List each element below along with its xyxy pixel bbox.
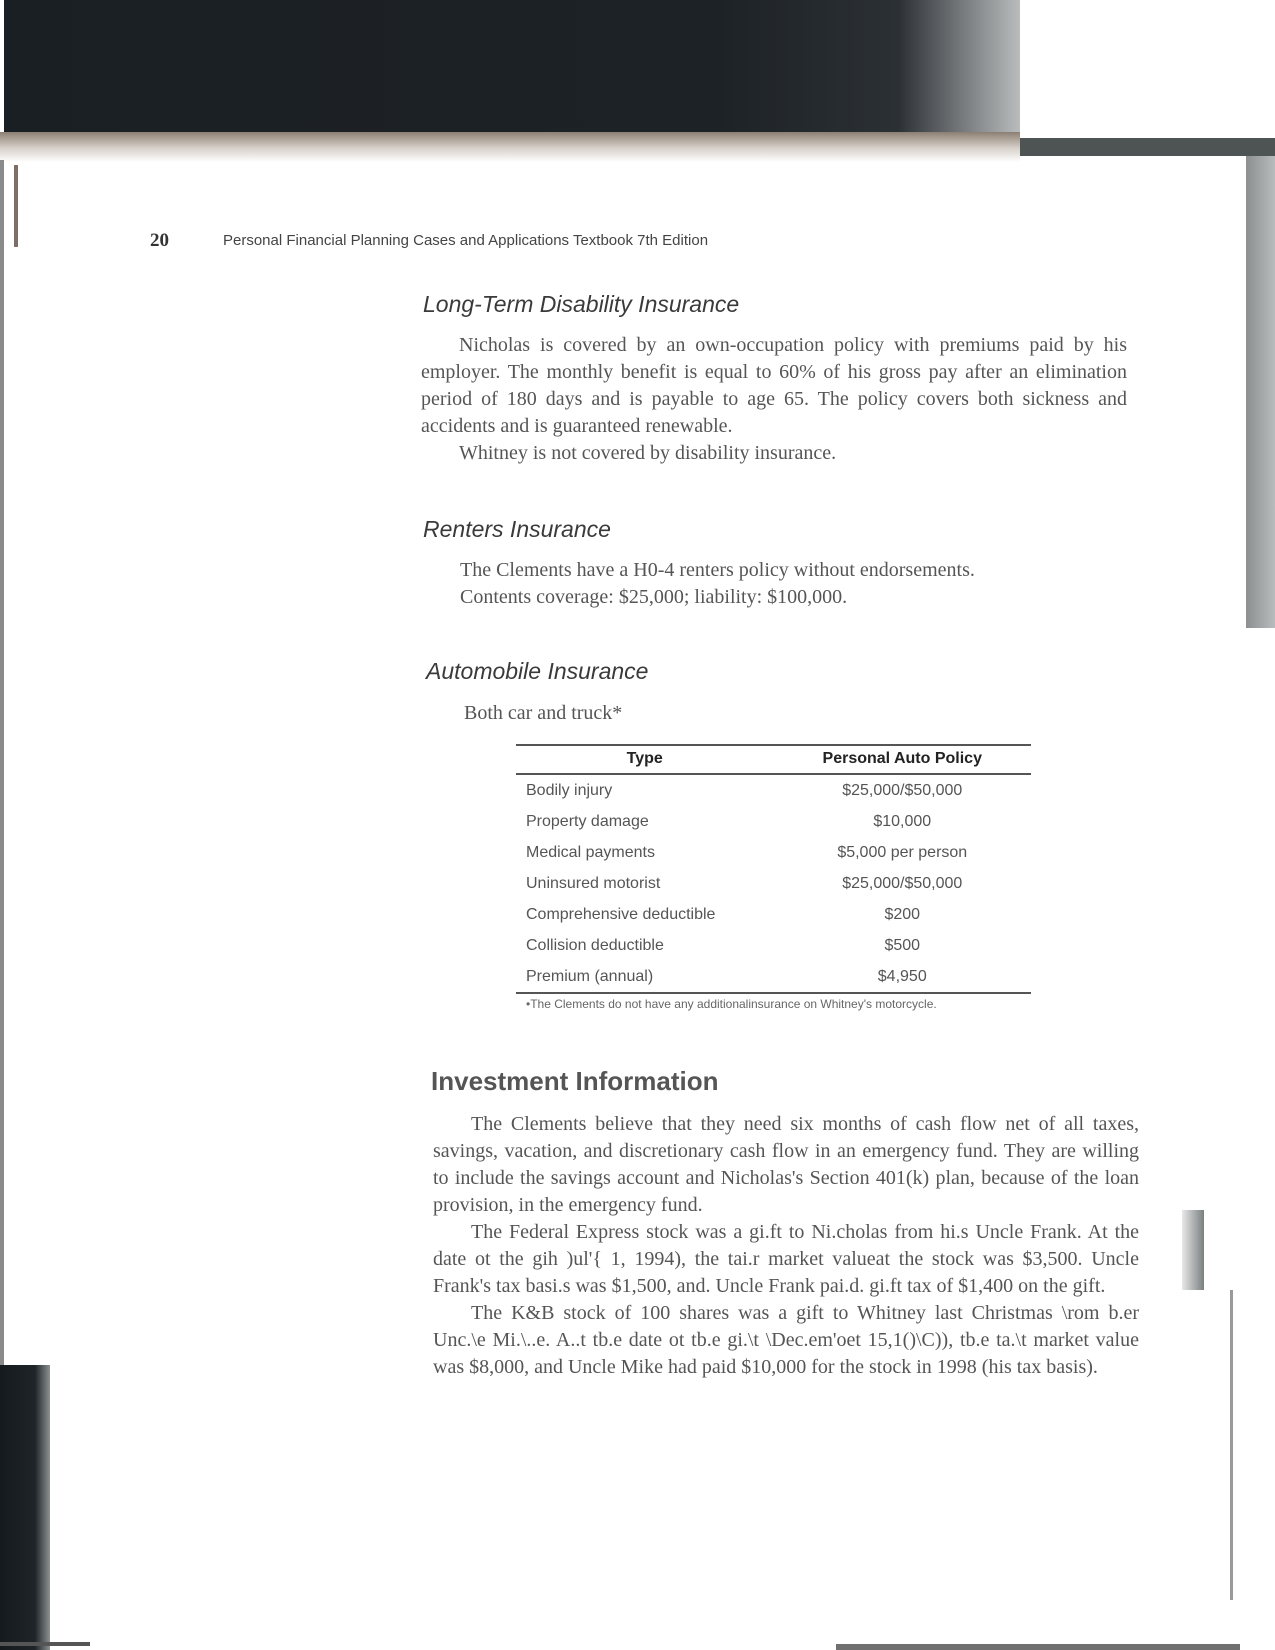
- table-footnote: •The Clements do not have any additionalinsurance on Whitney's motorcycle.: [526, 997, 937, 1011]
- coverage-value: $25,000/$50,000: [842, 874, 963, 892]
- table-row: [516, 961, 1031, 993]
- auto-intro: Both car and truck*: [464, 702, 623, 724]
- table-row: [516, 837, 1031, 868]
- auto-policy-table: [516, 744, 1031, 994]
- coverage-value: $500: [884, 936, 921, 954]
- scan-shadow-bottom-left: [0, 1365, 50, 1650]
- scan-shadow-top: [4, 0, 1020, 134]
- column-header-policy: Personal Auto Policy: [774, 745, 1032, 774]
- table-row: [516, 930, 1031, 961]
- coverage-value: $10,000: [873, 812, 932, 830]
- investment-paragraph: The Clements believe that they need six months of cash flow net of all taxes, savings, vacation, and discretionary cash flow in an emergency fund. They are willing to include the savings account and Nicholas's Section 401(k) plan, because of the loan provision, in the emergency fund.: [433, 1113, 1139, 1216]
- disability-paragraph: Whitney is not covered by disability insurance.: [459, 442, 837, 464]
- scan-line-bottom: [836, 1644, 1240, 1650]
- scan-page-edge: [0, 132, 1020, 162]
- renters-body: [460, 557, 1160, 611]
- coverage-value: $25,000/$50,000: [842, 781, 963, 799]
- coverage-value: $5,000 per person: [837, 843, 968, 861]
- investment-paragraph: The K&B stock of 100 shares was a gift to Whitney last Christmas \rom b.er Unc.\e Mi.\..e. A..t tb.e date ot tb.e gi.\t \Dec.em'oet 15,1()\C)), tb.e ta.\t market value was $8,000, and Uncle Mike had paid $10,000 for the stock in 1998 (his tax basis).: [433, 1302, 1139, 1378]
- coverage-type: Bodily injury: [526, 781, 613, 799]
- disability-heading: Long-Term Disability Insurance: [423, 291, 740, 317]
- scan-mark-left: [14, 165, 18, 247]
- coverage-type: Medical payments: [526, 843, 655, 861]
- table-row: [516, 899, 1031, 930]
- table-row: [516, 868, 1031, 899]
- investment-body: [433, 1111, 1139, 1381]
- investment-heading: Investment Information: [431, 1066, 719, 1096]
- table-row: [516, 774, 1031, 806]
- scan-bar-right: [1020, 138, 1275, 156]
- coverage-type: Collision deductible: [526, 936, 664, 954]
- coverage-type: Premium (annual): [516, 961, 774, 993]
- renters-heading: Renters Insurance: [423, 516, 611, 542]
- coverage-type: Uninsured motorist: [526, 874, 661, 892]
- table-header-row: [516, 745, 1031, 774]
- scan-line-right: [1230, 1290, 1233, 1600]
- coverage-type: Comprehensive deductible: [526, 905, 716, 923]
- coverage-type: Property damage: [526, 812, 649, 830]
- investment-paragraph: The Federal Express stock was a gi.ft to Ni.cholas from hi.s Uncle Frank. At the date ot the gih )ul'{ 1, 1994), the tai.r market valueat the stock was $3,500. Uncle Frank's tax basi.s was $1,500, and. Uncle Frank pai.d. gi.ft tax of $1,400 on the gift.: [433, 1221, 1139, 1297]
- running-head: Personal Financial Planning Cases and Applications Textbook 7th Edition: [223, 232, 709, 249]
- coverage-value: $200: [884, 905, 921, 923]
- scan-mark-right: [1182, 1210, 1204, 1290]
- auto-heading: Automobile Insurance: [426, 658, 649, 684]
- page-number: 20: [150, 230, 169, 251]
- renters-line: The Clements have a H0-4 renters policy without endorsements.: [460, 559, 975, 581]
- scan-strip-right: [1246, 156, 1275, 628]
- scan-line-left: [0, 160, 4, 1370]
- disability-paragraph: Nicholas is covered by an own-occupation policy with premiums paid by his employer. The monthly benefit is equal to 60% of his gross pay after an elimination period of 180 days and is payable to age 65. The policy covers both sickness and accidents and is guaranteed renewable.: [421, 334, 1127, 437]
- column-header-type: Type: [516, 745, 774, 774]
- coverage-value: $4,950: [774, 961, 1032, 993]
- renters-line: Contents coverage: $25,000; liability: $100,000.: [460, 586, 848, 608]
- disability-body: [421, 332, 1127, 467]
- scan-line-bottom-left: [0, 1642, 90, 1646]
- table-row: [516, 806, 1031, 837]
